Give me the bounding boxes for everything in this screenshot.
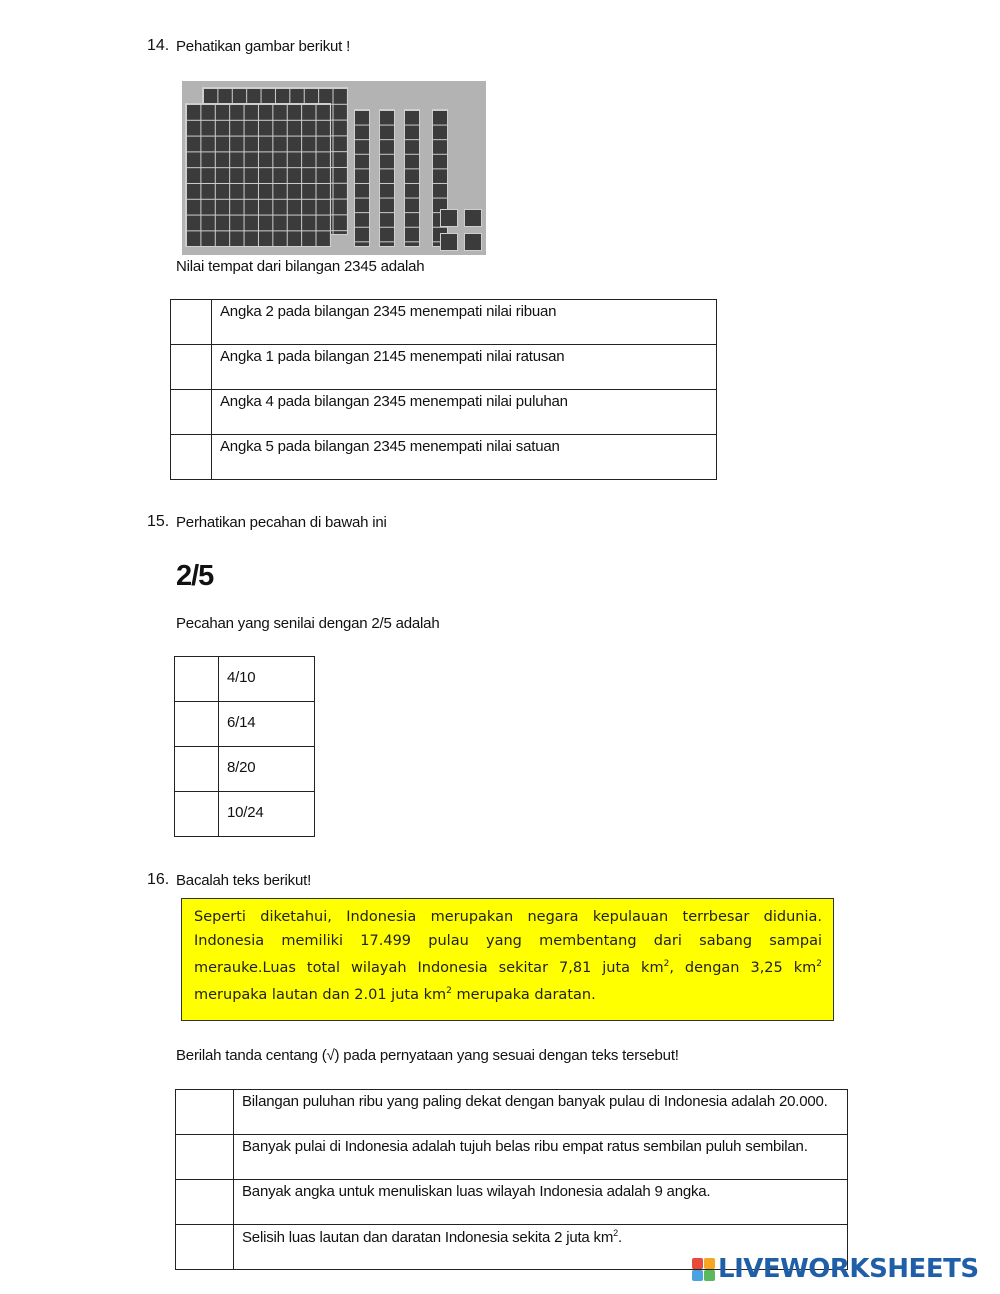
q15-fraction: 2/5: [176, 560, 214, 592]
q15-number: 15.: [147, 513, 170, 530]
superscript-2: 2: [663, 959, 670, 969]
q16-passage: [181, 898, 834, 1021]
logo-mark-icon: [692, 1258, 715, 1281]
q16-option-2-checkbox[interactable]: [176, 1135, 234, 1180]
q16-option-1-checkbox[interactable]: [176, 1090, 234, 1135]
q14-option-1-label: Angka 2 pada bilangan 2345 menempati nilai ribuan: [212, 300, 717, 345]
passage-part-4: merupaka daratan.: [451, 987, 596, 1004]
q14-question: Nilai tempat dari bilangan 2345 adalah: [176, 258, 425, 275]
base-ten-blocks-icon: [182, 81, 486, 255]
superscript-2: 2: [613, 1228, 618, 1238]
q16-option-4-checkbox[interactable]: [176, 1225, 234, 1270]
q15-option-4-checkbox[interactable]: [175, 792, 219, 837]
q16-option-2-label: Banyak pulai di Indonesia adalah tujuh belas ribu empat ratus sembilan puluh sembilan.: [234, 1135, 848, 1180]
q15-options-table: [174, 656, 315, 837]
q14-number: 14.: [147, 37, 170, 54]
q16-option-1-label: Bilangan puluhan ribu yang paling dekat dengan banyak pulau di Indonesia adalah 20.000.: [234, 1090, 848, 1135]
q16-number: 16.: [147, 871, 170, 888]
q14-option-2-label: Angka 1 pada bilangan 2145 menempati nilai ratusan: [212, 345, 717, 390]
q16-prompt: Bacalah teks berikut!: [176, 872, 312, 889]
q14-option-2-checkbox[interactable]: [171, 345, 212, 390]
superscript-2: 2: [446, 986, 452, 997]
q14-option-3-label: Angka 4 pada bilangan 2345 menempati nilai puluhan: [212, 390, 717, 435]
q14-prompt: Pehatikan gambar berikut !: [176, 38, 351, 55]
passage-part-2: , dengan 3,25 km: [669, 959, 817, 976]
q15-question: Pecahan yang senilai dengan 2/5 adalah: [176, 615, 440, 632]
q15-option-1-checkbox[interactable]: [175, 657, 219, 702]
q15-prompt: Perhatikan pecahan di bawah ini: [176, 514, 387, 531]
q14-option-4-checkbox[interactable]: [171, 435, 212, 480]
q15-option-2-label: 6/14: [219, 702, 315, 747]
q14-options-table: [170, 299, 717, 480]
q15-option-1-label: 4/10: [219, 657, 315, 702]
q15-option-2-checkbox[interactable]: [175, 702, 219, 747]
logo-text: LIVEWORKSHEETS: [718, 1254, 979, 1284]
q14-option-4-label: Angka 5 pada bilangan 2345 menempati nilai satuan: [212, 435, 717, 480]
q16-option-4-text: Selisih luas lautan dan daratan Indonesia sekita 2 juta km: [242, 1229, 614, 1246]
liveworksheets-logo: [692, 1254, 979, 1284]
q16-options-table: [175, 1089, 848, 1270]
q15-option-3-label: 8/20: [219, 747, 315, 792]
passage-part-3: merupaka lautan dan 2.01 juta km: [194, 987, 447, 1004]
passage-part-1: Seperti diketahui, Indonesia merupakan negara kepulauan terrbesar didunia. Indonesia memiliki 17.499 pulau yang membentang dari sabang sampai merauke.Luas total wilayah Indonesia sekitar 7,81 juta km: [194, 909, 822, 976]
q14-option-3-checkbox[interactable]: [171, 390, 212, 435]
q15-option-4-label: 10/24: [219, 792, 315, 837]
q16-option-3-label: Banyak angka untuk menuliskan luas wilayah Indonesia adalah 9 angka.: [234, 1180, 848, 1225]
q16-instruction: Berilah tanda centang (√) pada pernyataan yang sesuai dengan teks tersebut!: [176, 1047, 679, 1064]
q16-option-4-end: .: [617, 1229, 622, 1246]
q15-option-3-checkbox[interactable]: [175, 747, 219, 792]
q16-option-3-checkbox[interactable]: [176, 1180, 234, 1225]
q14-option-1-checkbox[interactable]: [171, 300, 212, 345]
superscript-2: 2: [816, 959, 822, 969]
